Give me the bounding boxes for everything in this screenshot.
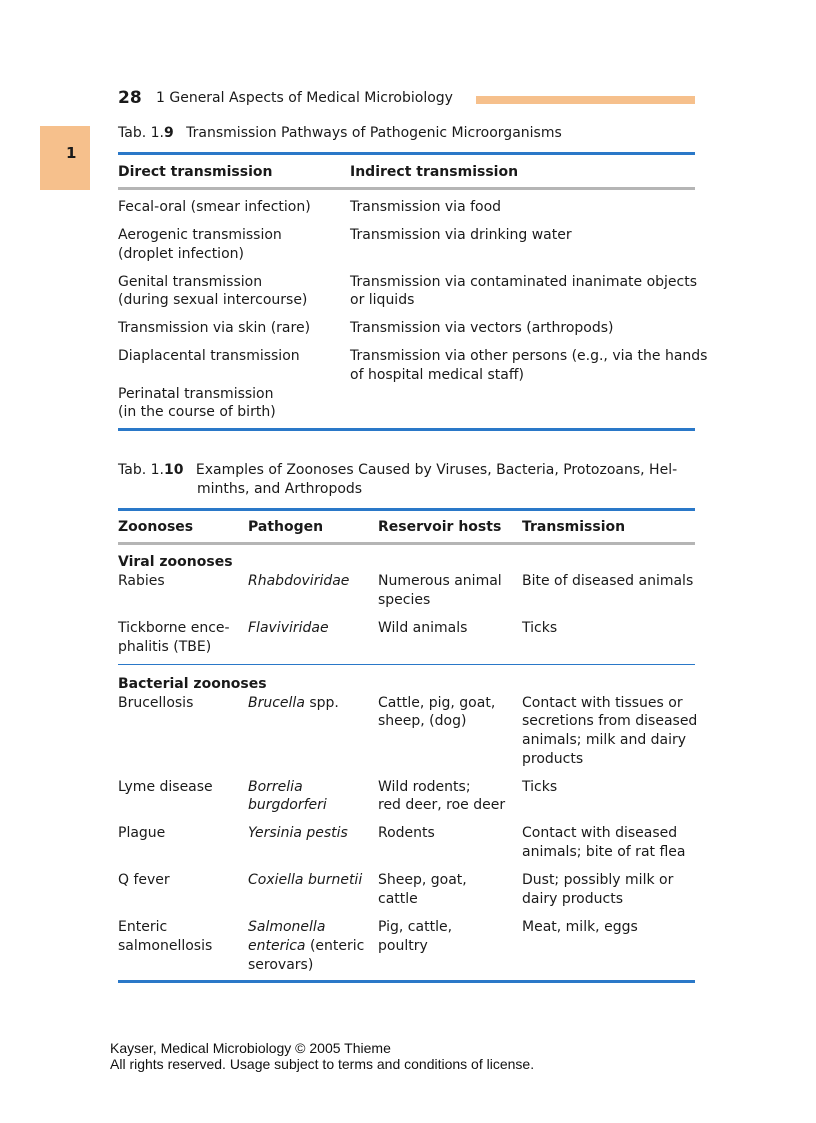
table2-header-rule — [118, 542, 695, 545]
group-divider — [118, 664, 695, 665]
chapter-tab — [40, 126, 90, 190]
zoonosis-name: Plague — [118, 825, 166, 841]
table2-title-line1: Examples of Zoonoses Caused by Viruses, Bacteria, Protozoans, Hel- — [195, 462, 678, 478]
transmission-route: dairy products — [522, 891, 623, 907]
transmission-route: animals; bite of rat flea — [522, 844, 686, 860]
chapter-title: 1 General Aspects of Medical Microbiology — [156, 90, 453, 106]
chapter-tab-number: 1 — [66, 144, 77, 162]
table1-top-rule — [118, 152, 695, 155]
pathogen-name: Salmonella — [248, 919, 326, 935]
zoonosis-name: Enteric — [118, 919, 168, 935]
reservoir-hosts: Wild animals — [378, 620, 468, 636]
transmission-route: Meat, milk, eggs — [522, 919, 638, 935]
transmission-route: Ticks — [522, 620, 558, 636]
group-heading-bacterial: Bacterial zoonoses — [118, 676, 267, 692]
zoonosis-name: Tickborne ence- — [118, 620, 230, 636]
transmission-route: Contact with diseased — [522, 825, 678, 841]
table1-bottom-rule — [118, 428, 695, 431]
reservoir-hosts: Pig, cattle, — [378, 919, 453, 935]
reservoir-hosts: Numerous animal — [378, 573, 502, 589]
reservoir-hosts: cattle — [378, 891, 418, 907]
table1-indirect-item: Transmission via food — [350, 199, 502, 215]
table1-direct-item: Fecal-oral (smear infection) — [118, 199, 311, 215]
table1-direct-item: (droplet infection) — [118, 246, 244, 262]
table2-title-line2: minths, and Arthropods — [197, 481, 363, 497]
pathogen-name: Borrelia — [248, 779, 303, 795]
table2-bottom-rule — [118, 980, 695, 983]
table1-caption: Tab. 1.9 Transmission Pathways of Pathogenic Microorganisms — [118, 125, 562, 141]
table1-indirect-item: Transmission via drinking water — [350, 227, 572, 243]
transmission-route: Bite of diseased animals — [522, 573, 694, 589]
group-heading-viral: Viral zoonoses — [118, 554, 233, 570]
table1-direct-item: (during sexual intercourse) — [118, 292, 308, 308]
zoonosis-name: salmonellosis — [118, 938, 213, 954]
table1-indirect-item: of hospital medical staff) — [350, 367, 524, 383]
table2-top-rule — [118, 508, 695, 511]
pathogen-name: Yersinia pestis — [248, 825, 348, 841]
table1-direct-item: Perinatal transmission — [118, 386, 274, 402]
reservoir-hosts: sheep, (dog) — [378, 713, 467, 729]
reservoir-hosts: Wild rodents; — [378, 779, 471, 795]
zoonosis-name: Rabies — [118, 573, 165, 589]
pathogen-name: Rhabdoviridae — [248, 573, 350, 589]
transmission-route: products — [522, 751, 584, 767]
table2-caption: Tab. 1.10 Examples of Zoonoses Caused by Viruses, Bacteria, Protozoans, Hel- — [118, 462, 678, 478]
table1-title: Transmission Pathways of Pathogenic Microorganisms — [186, 125, 562, 141]
table2-header-reservoir: Reservoir hosts — [378, 519, 502, 535]
table1-indirect-item: Transmission via vectors (arthropods) — [350, 320, 614, 336]
table1-direct-item: Transmission via skin (rare) — [118, 320, 311, 336]
zoonosis-name: phalitis (TBE) — [118, 639, 212, 655]
table1-indirect-item: or liquids — [350, 292, 415, 308]
zoonosis-name: Lyme disease — [118, 779, 213, 795]
header-accent-bar — [476, 96, 695, 104]
reservoir-hosts: poultry — [378, 938, 428, 954]
pathogen-name: serovars) — [248, 957, 314, 973]
pathogen-name: Coxiella burnetii — [248, 872, 363, 888]
table1-header-direct: Direct transmission — [118, 164, 273, 180]
table1-direct-item: Diaplacental transmission — [118, 348, 300, 364]
table1-direct-item: Aerogenic transmission — [118, 227, 282, 243]
pathogen-name: burgdorferi — [248, 797, 327, 813]
table2-header-transmission: Transmission — [522, 519, 626, 535]
reservoir-hosts: red deer, roe deer — [378, 797, 506, 813]
transmission-route: Dust; possibly milk or — [522, 872, 674, 888]
transmission-route: secretions from diseased — [522, 713, 698, 729]
table1-direct-item: Genital transmission — [118, 274, 263, 290]
running-header — [118, 88, 695, 110]
reservoir-hosts: Rodents — [378, 825, 435, 841]
table1-indirect-item: Transmission via contaminated inanimate objects — [350, 274, 698, 290]
pathogen-name: enterica (enteric — [248, 938, 365, 954]
table1-direct-item: (in the course of birth) — [118, 404, 276, 420]
page-number: 28 — [118, 88, 142, 108]
table2-header-zoonoses: Zoonoses — [118, 519, 194, 535]
transmission-route: Ticks — [522, 779, 558, 795]
transmission-route: animals; milk and dairy — [522, 732, 687, 748]
footer-line2: All rights reserved. Usage subject to terms and conditions of license. — [110, 1056, 535, 1072]
reservoir-hosts: species — [378, 592, 431, 608]
reservoir-hosts: Sheep, goat, — [378, 872, 467, 888]
zoonosis-name: Brucellosis — [118, 695, 194, 711]
table1-indirect-item: Transmission via other persons (e.g., via the hands — [350, 348, 708, 364]
reservoir-hosts: Cattle, pig, goat, — [378, 695, 496, 711]
footer-line1: Kayser, Medical Microbiology © 2005 Thieme — [110, 1040, 391, 1056]
copyright-footer — [110, 1040, 534, 1072]
table1-header-indirect: Indirect transmission — [350, 164, 519, 180]
zoonosis-name: Q fever — [118, 872, 170, 888]
pathogen-name: Brucella spp. — [248, 695, 339, 711]
table2-header-pathogen: Pathogen — [248, 519, 324, 535]
table1-header-rule — [118, 187, 695, 190]
transmission-route: Contact with tissues or — [522, 695, 683, 711]
pathogen-name: Flaviviridae — [248, 620, 329, 636]
